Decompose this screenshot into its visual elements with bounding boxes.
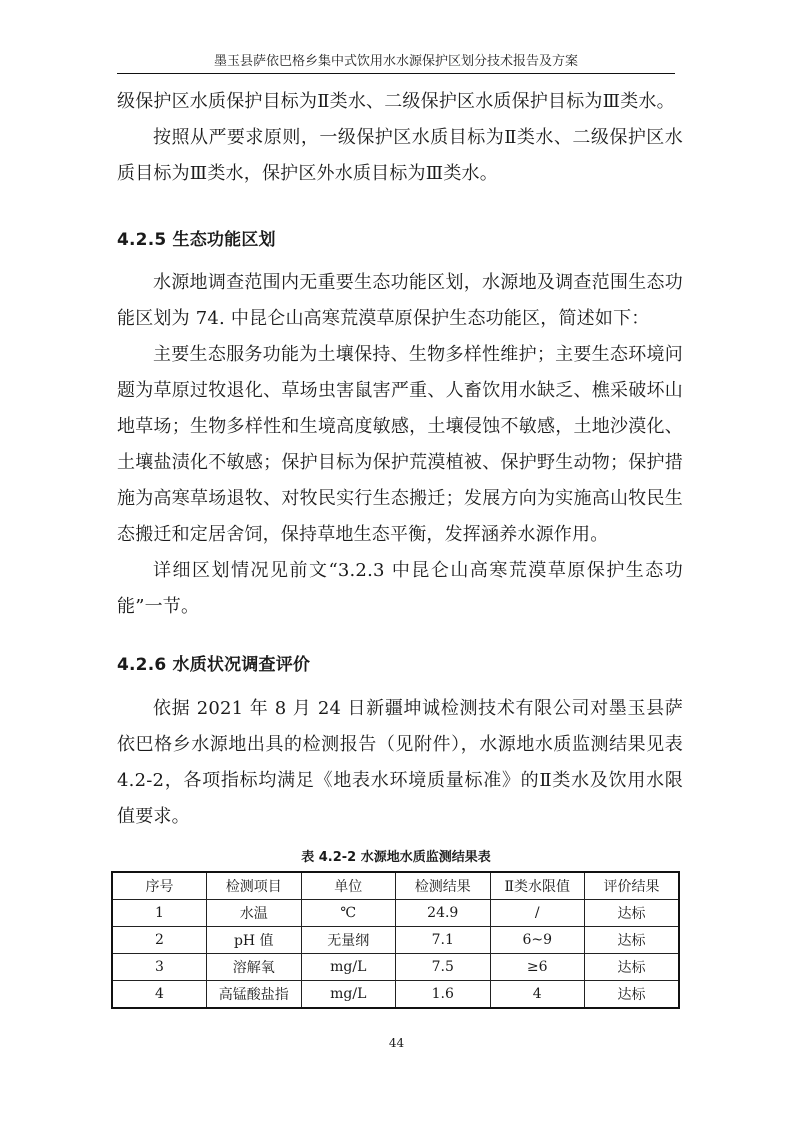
page-number: 44	[388, 1036, 405, 1050]
table-cell: 7.5	[396, 954, 491, 981]
header-cell: Ⅱ类水限值	[490, 872, 585, 900]
table-cell: 2	[112, 927, 207, 954]
table-cell: 溶解氧	[207, 954, 302, 981]
table-header-row	[112, 872, 679, 900]
table-cell: 达标	[585, 900, 680, 927]
table-cell: 达标	[585, 981, 680, 1009]
section-4-2-5	[117, 222, 683, 258]
page-header-title: 墨玉县萨依巴格乡集中式饮用水水源保护区划分技术报告及方案	[213, 54, 578, 69]
table-cell: ≥6	[490, 954, 585, 981]
header-cell: 评价结果	[585, 872, 680, 900]
table-cell: 达标	[585, 927, 680, 954]
table-cell: 3	[112, 954, 207, 981]
table-row	[112, 981, 679, 1009]
table-cell: 24.9	[396, 900, 491, 927]
table-cell: 4	[490, 981, 585, 1009]
table-cell: 7.1	[396, 927, 491, 954]
paragraph: 级保护区水质保护目标为Ⅱ类水、二级保护区水质保护目标为Ⅲ类水。	[117, 91, 675, 112]
table-cell: mg/L	[301, 981, 396, 1009]
paragraph: 依据 2021 年 8 月 24 日新疆坤诚检测技术有限公司对墨玉县萨依巴格乡水源地出具的检测报告（见附件），水源地水质监测结果见表 4.2-2，各项指标均满足《地表水环境质量标准》的Ⅱ类水及饮用水限值要求。	[117, 698, 683, 827]
paragraph: 详细区划情况见前文“3.2.3 中昆仑山高寒荒漠草原保护生态功能”一节。	[117, 560, 683, 617]
header-cell: 单位	[301, 872, 396, 900]
table-cell: 高锰酸盐指	[207, 981, 302, 1009]
header-cell: 检测结果	[396, 872, 491, 900]
body-block-3	[117, 691, 683, 835]
table-cell: /	[490, 900, 585, 927]
table-cell: 4	[112, 981, 207, 1009]
table-cell: 无量纲	[301, 927, 396, 954]
table-cell: 水温	[207, 900, 302, 927]
header-cell: 检测项目	[207, 872, 302, 900]
paragraph: 按照从严要求原则，一级保护区水质目标为Ⅱ类水、二级保护区水质目标为Ⅲ类水，保护区外水质目标为Ⅲ类水。	[117, 127, 683, 184]
table-cell: ℃	[301, 900, 396, 927]
header-cell: 序号	[112, 872, 207, 900]
section-heading: 4.2.5 生态功能区划	[117, 230, 276, 250]
paragraph: 水源地调查范围内无重要生态功能区划，水源地及调查范围生态功能区划为 74. 中昆仑山高寒荒漠草原保护生态功能区，简述如下：	[117, 272, 683, 329]
table-cell: pH 值	[207, 927, 302, 954]
header-rule	[117, 73, 675, 74]
body-block-1	[117, 84, 683, 192]
table-row	[112, 900, 679, 927]
table-caption: 表 4.2-2 水源地水质监测结果表	[301, 850, 491, 865]
table-cell: mg/L	[301, 954, 396, 981]
table-cell: 达标	[585, 954, 680, 981]
paragraph: 主要生态服务功能为土壤保持、生物多样性维护；主要生态环境问题为草原过牧退化、草场虫害鼠害严重、人畜饮用水缺乏、樵采破坏山地草场；生物多样性和生境高度敏感，土壤侵蚀不敏感，土地沙漠化、土壤盐渍化不敏感；保护目标为保护荒漠植被、保护野生动物；保护措施为高寒草场退牧、对牧民实行生态搬迁；发展方向为实施高山牧民生态搬迁和定居舍饲，保持草地生态平衡，发挥涵养水源作用。	[117, 344, 683, 545]
section-4-2-6	[117, 647, 683, 683]
table-cell: 6~9	[490, 927, 585, 954]
water-quality-table	[111, 871, 680, 1009]
table-row	[112, 927, 679, 954]
body-block-2	[117, 265, 683, 625]
section-heading: 4.2.6 水质状况调查评价	[117, 655, 311, 675]
table-cell: 1	[112, 900, 207, 927]
table-cell: 1.6	[396, 981, 491, 1009]
table-row	[112, 954, 679, 981]
